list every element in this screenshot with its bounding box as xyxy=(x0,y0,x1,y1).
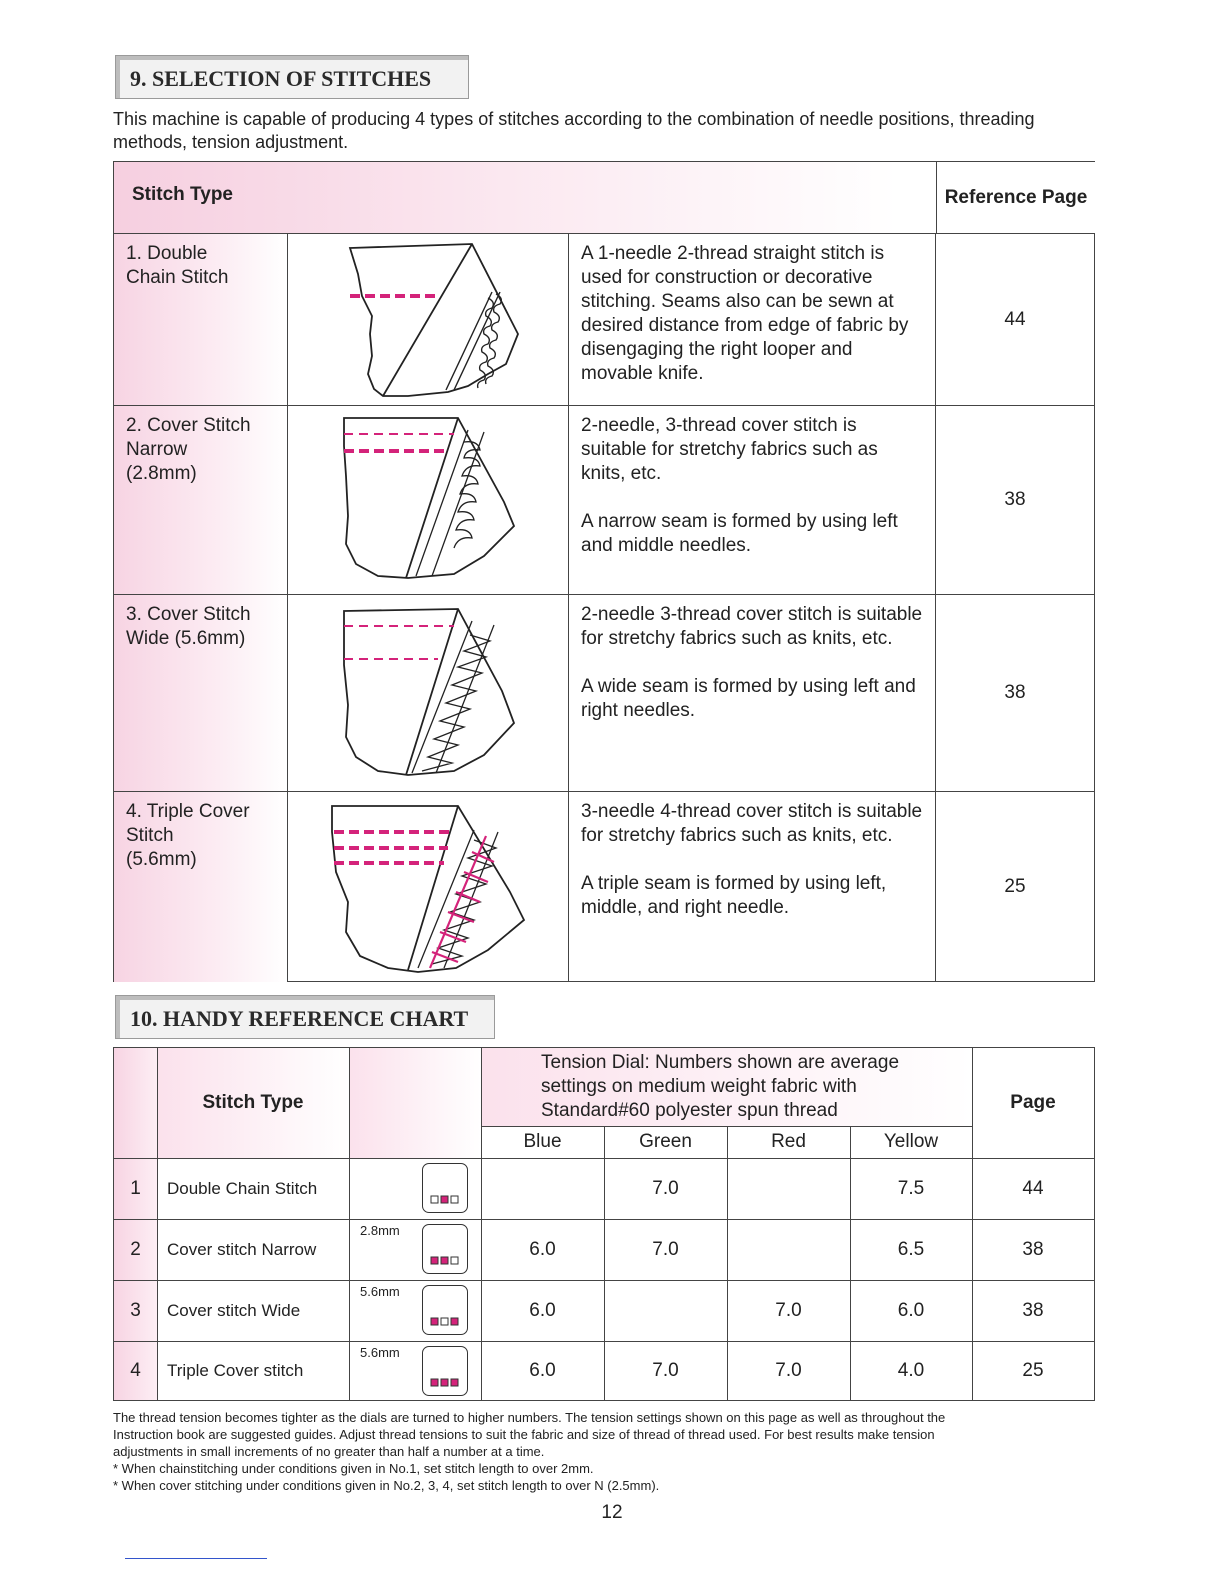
tension-blue xyxy=(481,1158,604,1219)
seam-width: 5.6mm xyxy=(360,1284,400,1299)
needle-position-icon xyxy=(422,1346,468,1396)
grid-line xyxy=(349,1048,350,1400)
stitch-description-text: A triple seam is formed by using left, middle, and right needle. xyxy=(581,873,887,918)
row-number: 4 xyxy=(114,1341,157,1400)
stitch-row-double-chain xyxy=(114,234,1094,406)
tension-note-header: Tension Dial: Numbers shown are average settings on medium weight fabric with Standard#60 polyester spun thread xyxy=(481,1048,972,1126)
grid-line xyxy=(604,1126,605,1400)
chart-stitch-name: Cover stitch Narrow xyxy=(167,1239,317,1259)
footnote-text: * When chainstitching under conditions given in No.1, set stitch length to over 2mm. xyxy=(113,1461,594,1476)
stitch-description-text: 2-needle 3-thread cover stitch is suitable for stretchy fabrics such as knits, etc. xyxy=(581,604,923,649)
section-9-heading xyxy=(115,55,469,99)
chart-stitch-name: Double Chain Stitch xyxy=(167,1178,318,1198)
stitch-name: 3. Cover Stitch Wide (5.6mm) xyxy=(114,595,288,791)
color-header-green: Green xyxy=(639,1131,692,1152)
tension-blue: 6.0 xyxy=(529,1359,556,1381)
color-header-red: Red xyxy=(771,1131,806,1152)
reference-page-value: 25 xyxy=(1004,876,1026,897)
chart-page: 38 xyxy=(1022,1299,1044,1321)
stitch-table-header xyxy=(114,162,1094,234)
section-10-heading xyxy=(115,995,495,1039)
tension-red xyxy=(727,1158,850,1219)
number-header-cell xyxy=(114,1048,157,1158)
double-chain-stitch-illustration xyxy=(288,234,569,405)
color-header-blue: Blue xyxy=(523,1131,562,1152)
grid-line xyxy=(114,1280,1094,1281)
tension-yellow: 6.5 xyxy=(897,1238,925,1260)
handy-reference-chart xyxy=(113,1047,1095,1401)
grid-line xyxy=(157,1048,158,1400)
needle-position-icon xyxy=(422,1285,468,1335)
grid-line xyxy=(114,1158,1094,1159)
row-number: 1 xyxy=(114,1158,157,1219)
triple-cover-stitch-illustration xyxy=(288,792,569,982)
decorative-line xyxy=(125,1558,267,1559)
stitch-name: 2. Cover Stitch Narrow (2.8mm) xyxy=(114,406,288,594)
tension-green: 7.0 xyxy=(652,1177,679,1199)
seam-width: 5.6mm xyxy=(360,1345,400,1360)
section-9-heading-text: 9. SELECTION OF STITCHES xyxy=(130,65,432,91)
chart-page: 25 xyxy=(1022,1359,1044,1381)
cover-stitch-narrow-illustration xyxy=(288,406,569,594)
grid-line xyxy=(727,1126,728,1400)
stitch-name: 4. Triple Cover Stitch (5.6mm) xyxy=(114,792,288,982)
chart-page: 38 xyxy=(1022,1238,1044,1260)
row-number: 3 xyxy=(114,1280,157,1341)
tension-blue: 6.0 xyxy=(529,1299,556,1321)
reference-page-value: 38 xyxy=(1004,682,1026,703)
chart-page: 44 xyxy=(1022,1177,1044,1199)
page-number: 12 xyxy=(601,1502,623,1523)
tension-red xyxy=(727,1219,850,1280)
stitch-row-triple-cover xyxy=(114,792,1094,982)
reference-page-header: Reference Page xyxy=(936,162,1095,233)
row-number: 2 xyxy=(114,1219,157,1280)
cover-stitch-wide-illustration xyxy=(288,595,569,791)
stitch-row-cover-narrow xyxy=(114,406,1094,595)
needle-position-icon xyxy=(422,1224,468,1274)
tension-green xyxy=(604,1280,727,1341)
grid-line xyxy=(481,1126,972,1127)
stitch-row-cover-wide xyxy=(114,595,1094,792)
grid-line xyxy=(850,1126,851,1400)
stitch-name: 1. Double Chain Stitch xyxy=(114,234,288,405)
stitch-description-text: A 1-needle 2-thread straight stitch is used for construction or decorative stitching. Seams also can be sewn at desired distance from edge of fabric by disengaging the right looper and movable knife. xyxy=(581,243,909,384)
stitch-type-header: Stitch Type xyxy=(157,1048,349,1158)
stitch-description xyxy=(569,406,936,594)
tension-yellow: 7.5 xyxy=(897,1177,925,1199)
reference-page-value: 38 xyxy=(1004,489,1026,510)
grid-line xyxy=(114,1219,1094,1220)
section-10-heading-text: 10. HANDY REFERENCE CHART xyxy=(130,1005,469,1031)
stitch-description xyxy=(569,595,936,791)
footnote-text: The thread tension becomes tighter as the dials are turned to higher numbers. The tension settings shown on this page as well as throughout the Instruction book are suggested guides. Adjust thread tensions to suit the fabric and size of thread of thread used. For best results make tension adjustments in small increments of no greater than half a number at a time. xyxy=(113,1410,946,1459)
stitch-description-text: A narrow seam is formed by using left and middle needles. xyxy=(581,511,898,556)
stitch-description-text: 3-needle 4-thread cover stitch is suitable for stretchy fabrics such as knits, etc. xyxy=(581,801,923,846)
footnote-text: * When cover stitching under conditions given in No.2, 3, 4, set stitch length to over N (2.5mm). xyxy=(113,1478,660,1493)
tension-yellow: 4.0 xyxy=(897,1359,925,1381)
grid-line xyxy=(114,1341,1094,1342)
reference-page-value: 44 xyxy=(1004,308,1026,330)
chart-stitch-name: Triple Cover stitch xyxy=(167,1360,304,1380)
tension-red: 7.0 xyxy=(775,1299,802,1321)
grid-line xyxy=(972,1048,973,1400)
stitch-description-text: 2-needle, 3-thread cover stitch is suitable for stretchy fabrics such as knits, etc. xyxy=(581,415,878,484)
tension-red: 7.0 xyxy=(775,1359,802,1381)
grid-line xyxy=(481,1048,482,1400)
tension-green: 7.0 xyxy=(652,1359,679,1381)
tension-green: 7.0 xyxy=(652,1238,679,1260)
stitch-type-header: Stitch Type xyxy=(132,184,233,205)
needle-position-icon xyxy=(422,1163,468,1213)
tension-yellow: 6.0 xyxy=(897,1299,925,1321)
footnotes xyxy=(113,1409,993,1494)
chart-stitch-name: Cover stitch Wide xyxy=(167,1300,301,1320)
stitch-description xyxy=(569,234,936,405)
intro-paragraph: This machine is capable of producing 4 types of stitches according to the combination of needle positions, threading methods, tension adjustment. xyxy=(113,109,1035,152)
seam-width: 2.8mm xyxy=(360,1223,400,1238)
tension-blue: 6.0 xyxy=(529,1238,556,1260)
stitch-selection-table xyxy=(113,161,1095,982)
color-header-yellow: Yellow xyxy=(883,1131,939,1152)
stitch-description xyxy=(569,792,936,982)
icon-header-cell xyxy=(349,1048,481,1158)
stitch-description-text: A wide seam is formed by using left and right needles. xyxy=(581,676,916,721)
page-header: Page xyxy=(1010,1092,1056,1113)
